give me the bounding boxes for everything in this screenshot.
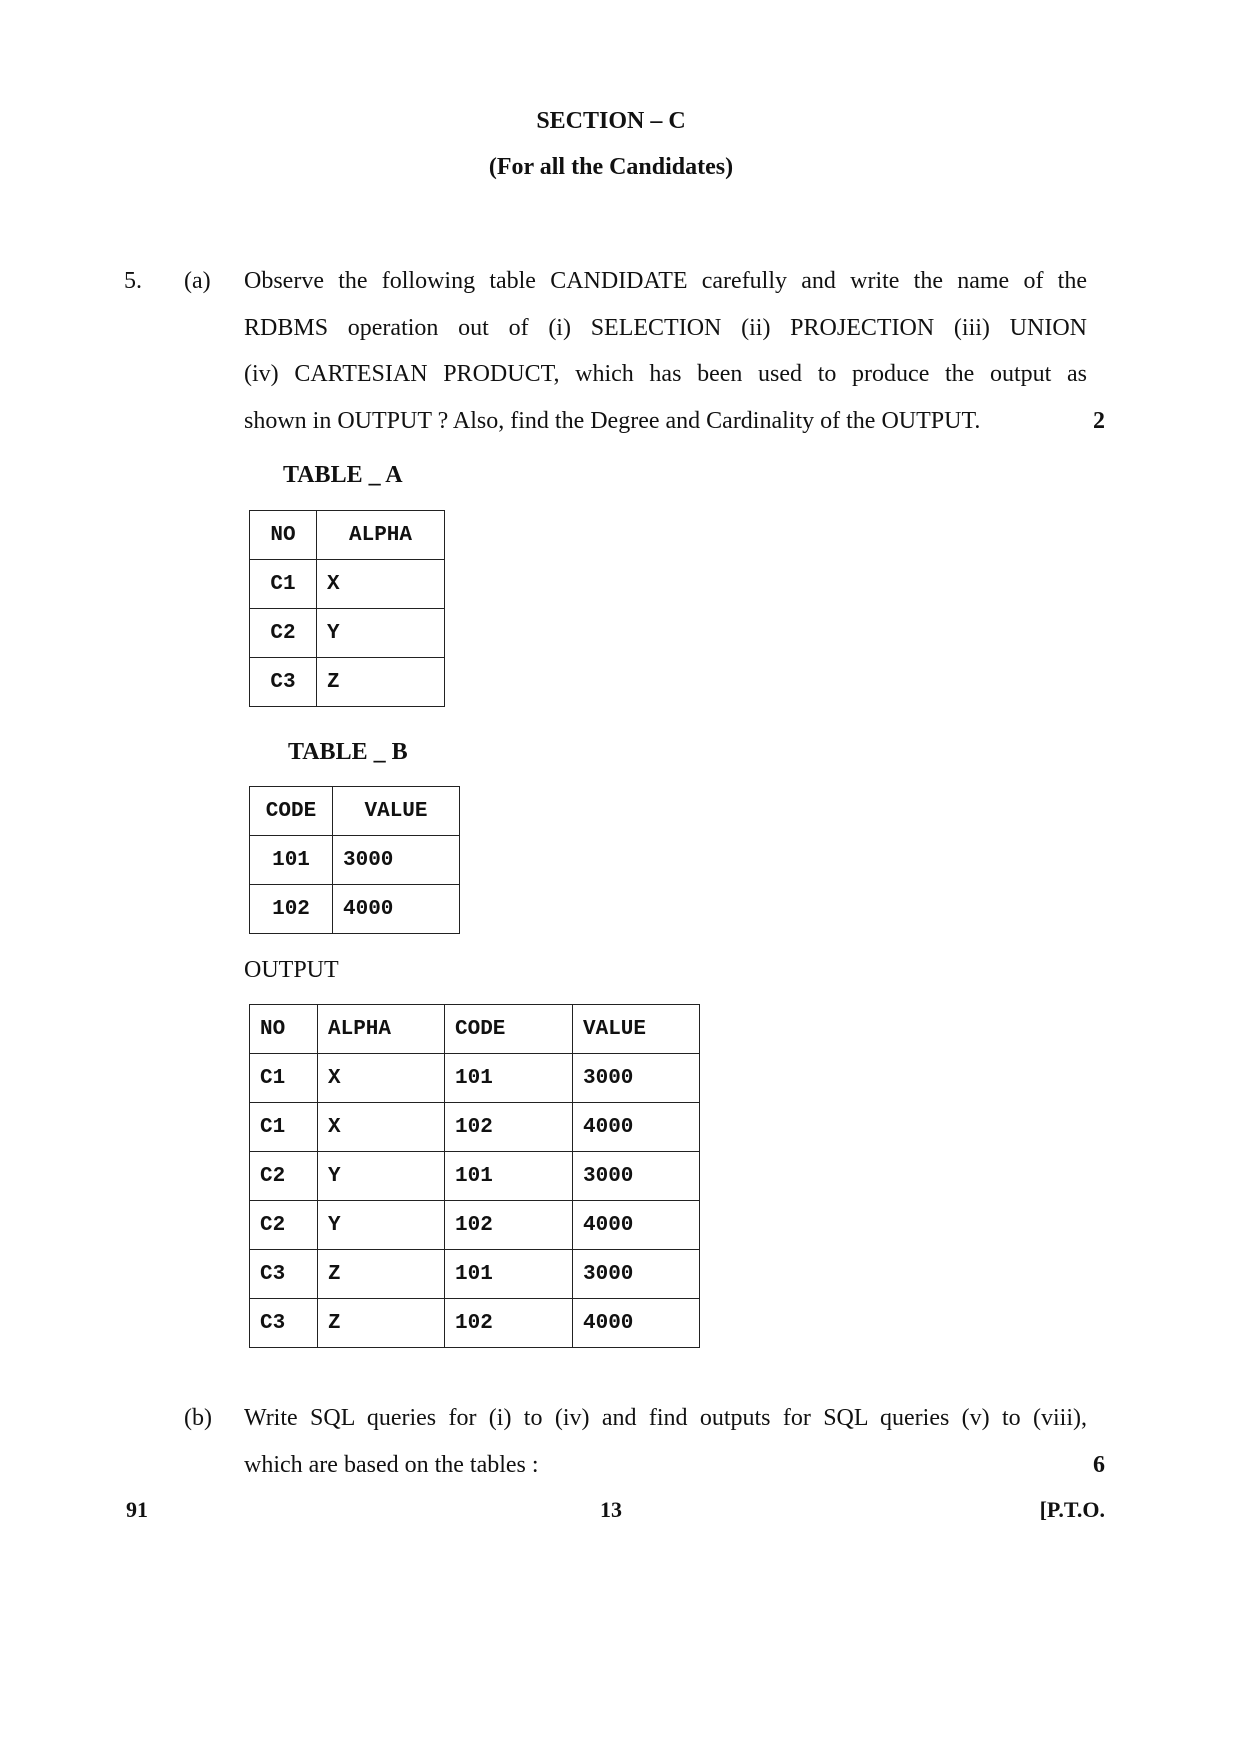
output-caption: OUTPUT [244,957,339,983]
table-cell: 101 [445,1250,573,1299]
table-row [250,1054,700,1103]
table-row [250,1250,700,1299]
part-b-line-1: Write SQL queries for (i) to (iv) and find outputs for SQL queries (v) to (viii), [244,1405,1087,1431]
table-header-cell: NO [250,1005,318,1054]
table-cell: 102 [250,885,333,934]
table-header-cell: VALUE [333,787,460,836]
table-cell: 4000 [573,1103,700,1152]
table-cell: 3000 [573,1250,700,1299]
table-cell: C2 [250,1201,318,1250]
table-cell: X [317,560,445,609]
table-row [250,1201,700,1250]
table-cell: C2 [250,1152,318,1201]
table-cell: Z [317,658,445,707]
table-row [250,885,460,934]
table-header-cell: CODE [445,1005,573,1054]
part-a-line-3: (iv) CARTESIAN PRODUCT, which has been used to produce the output as [244,361,1087,387]
table-cell: C3 [250,1250,318,1299]
footer-pto: [P.T.O. [1039,1497,1105,1522]
footer-code: 91 [126,1497,148,1522]
table-row [250,658,445,707]
table-cell: 4000 [333,885,460,934]
table-cell: 4000 [573,1299,700,1348]
table-header-cell: NO [250,511,317,560]
table-cell: C2 [250,609,317,658]
table-header-cell: ALPHA [318,1005,445,1054]
table-cell: 3000 [333,836,460,885]
part-b-line-2: which are based on the tables : [244,1452,539,1478]
table-row [250,609,445,658]
table-row [250,1299,700,1348]
table-row [250,560,445,609]
table-row [250,787,460,836]
section-title: SECTION – C [536,108,686,134]
table-cell: 101 [250,836,333,885]
table-row [250,836,460,885]
table-cell: 102 [445,1201,573,1250]
table-a [249,510,445,707]
page-number: 13 [600,1497,622,1522]
table-cell: 102 [445,1103,573,1152]
table-cell: C3 [250,1299,318,1348]
table-cell: 101 [445,1054,573,1103]
part-b-marks: 6 [1093,1452,1105,1478]
part-a-line-4: shown in OUTPUT ? Also, find the Degree and Cardinality of the OUTPUT. [244,408,981,434]
table-b-caption: TABLE _ B [288,739,408,765]
table-cell: C1 [250,560,317,609]
part-a-line-2: RDBMS operation out of (i) SELECTION (ii) PROJECTION (iii) UNION [244,315,1087,341]
part-a-line-1: Observe the following table CANDIDATE carefully and write the name of the [244,268,1087,294]
table-cell: Y [318,1152,445,1201]
table-row [250,511,445,560]
table-cell: 102 [445,1299,573,1348]
table-cell: Y [317,609,445,658]
part-a-label: (a) [184,268,211,294]
table-cell: 3000 [573,1152,700,1201]
table-cell: C1 [250,1054,318,1103]
table-cell: 101 [445,1152,573,1201]
table-cell: X [318,1054,445,1103]
table-cell: Z [318,1250,445,1299]
table-cell: X [318,1103,445,1152]
table-cell: C1 [250,1103,318,1152]
table-cell: Y [318,1201,445,1250]
table-row [250,1005,700,1054]
question-number: 5. [124,268,142,294]
table-row [250,1152,700,1201]
table-cell: 3000 [573,1054,700,1103]
table-header-cell: CODE [250,787,333,836]
section-subtitle: (For all the Candidates) [488,154,734,180]
part-b-label: (b) [184,1405,212,1431]
table-row [250,1103,700,1152]
part-a-marks: 2 [1093,408,1105,434]
table-cell: Z [318,1299,445,1348]
table-header-cell: ALPHA [317,511,445,560]
output-table [249,1004,700,1348]
table-a-caption: TABLE _ A [283,462,403,488]
table-b [249,786,460,934]
table-cell: C3 [250,658,317,707]
table-header-cell: VALUE [573,1005,700,1054]
table-cell: 4000 [573,1201,700,1250]
